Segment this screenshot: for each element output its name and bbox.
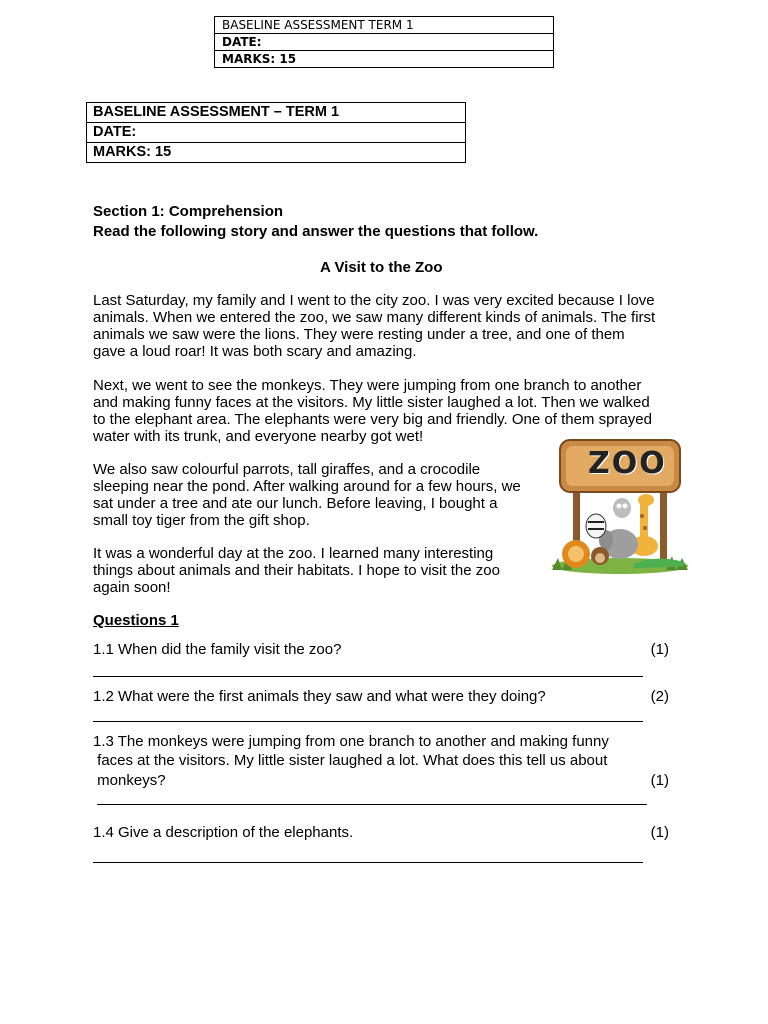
story-paragraph-4: It was a wonderful day at the zoo. I learned many interesting things about animals and their habitats. I hope to visit the zoo again soon! <box>93 545 500 596</box>
header-small-marks: MARKS: 15 <box>222 52 297 66</box>
answer-line-1-1[interactable] <box>93 676 643 677</box>
header-table-main <box>86 102 466 163</box>
header-main-date: DATE: <box>87 123 465 143</box>
story-title: A Visit to the Zoo <box>320 259 443 276</box>
header-small-title: BASELINE ASSESSMENT TERM 1 <box>215 17 553 34</box>
answer-line-1-4[interactable] <box>93 862 643 863</box>
header-small-date: DATE: <box>215 34 553 51</box>
question-1-4: 1.4 Give a description of the elephants. <box>93 824 354 841</box>
question-1-3-line-2: faces at the visitors. My little sister laughed a lot. What does this tell us about <box>93 752 608 769</box>
question-1-1-marks: (1) <box>650 641 669 658</box>
header-main-marks: MARKS: 15 <box>93 144 172 160</box>
question-1-2-marks: (2) <box>650 688 669 705</box>
section-instruction: Read the following story and answer the questions that follow. <box>93 223 539 240</box>
questions-heading: Questions 1 <box>93 612 179 629</box>
question-1-3-marks: (1) <box>650 772 669 789</box>
section-title: Section 1: Comprehension <box>93 203 284 220</box>
zoo-sign-text: ZOO <box>588 446 667 481</box>
story-paragraph-2: Next, we went to see the monkeys. They were jumping from one branch to another and making funny faces at the visitors. My little sister laughed a lot. Then we walked to the elephant area. The elephants were very big and friendly. One of them sprayed water with its trunk, and everyone nearby got wet! <box>93 377 652 445</box>
header-table-small <box>214 16 554 68</box>
question-1-4-marks: (1) <box>650 824 669 841</box>
question-1-1: 1.1 When did the family visit the zoo? <box>93 641 342 658</box>
answer-line-1-2[interactable] <box>93 721 643 722</box>
question-1-3-line-1: 1.3 The monkeys were jumping from one branch to another and making funny <box>93 733 609 750</box>
question-1-2: 1.2 What were the first animals they saw and what were they doing? <box>93 688 546 705</box>
question-1-3-line-3: monkeys? <box>93 772 166 789</box>
story-paragraph-3: We also saw colourful parrots, tall giraffes, and a crocodile sleeping near the pond. After walking around for a few hours, we sat under a tree and ate our lunch. Before leaving, I bought a small toy tiger from the gift shop. <box>93 461 521 529</box>
header-main-title: BASELINE ASSESSMENT – TERM 1 <box>87 103 465 123</box>
zoo-illustration <box>548 436 690 576</box>
answer-line-1-3[interactable] <box>97 804 647 805</box>
story-paragraph-1: Last Saturday, my family and I went to the city zoo. I was very excited because I love animals. When we entered the zoo, we saw many different kinds of animals. The first animals we saw were the lions. They were resting under a tree, and one of them gave a loud roar! It was both scary and amazing. <box>93 292 656 360</box>
